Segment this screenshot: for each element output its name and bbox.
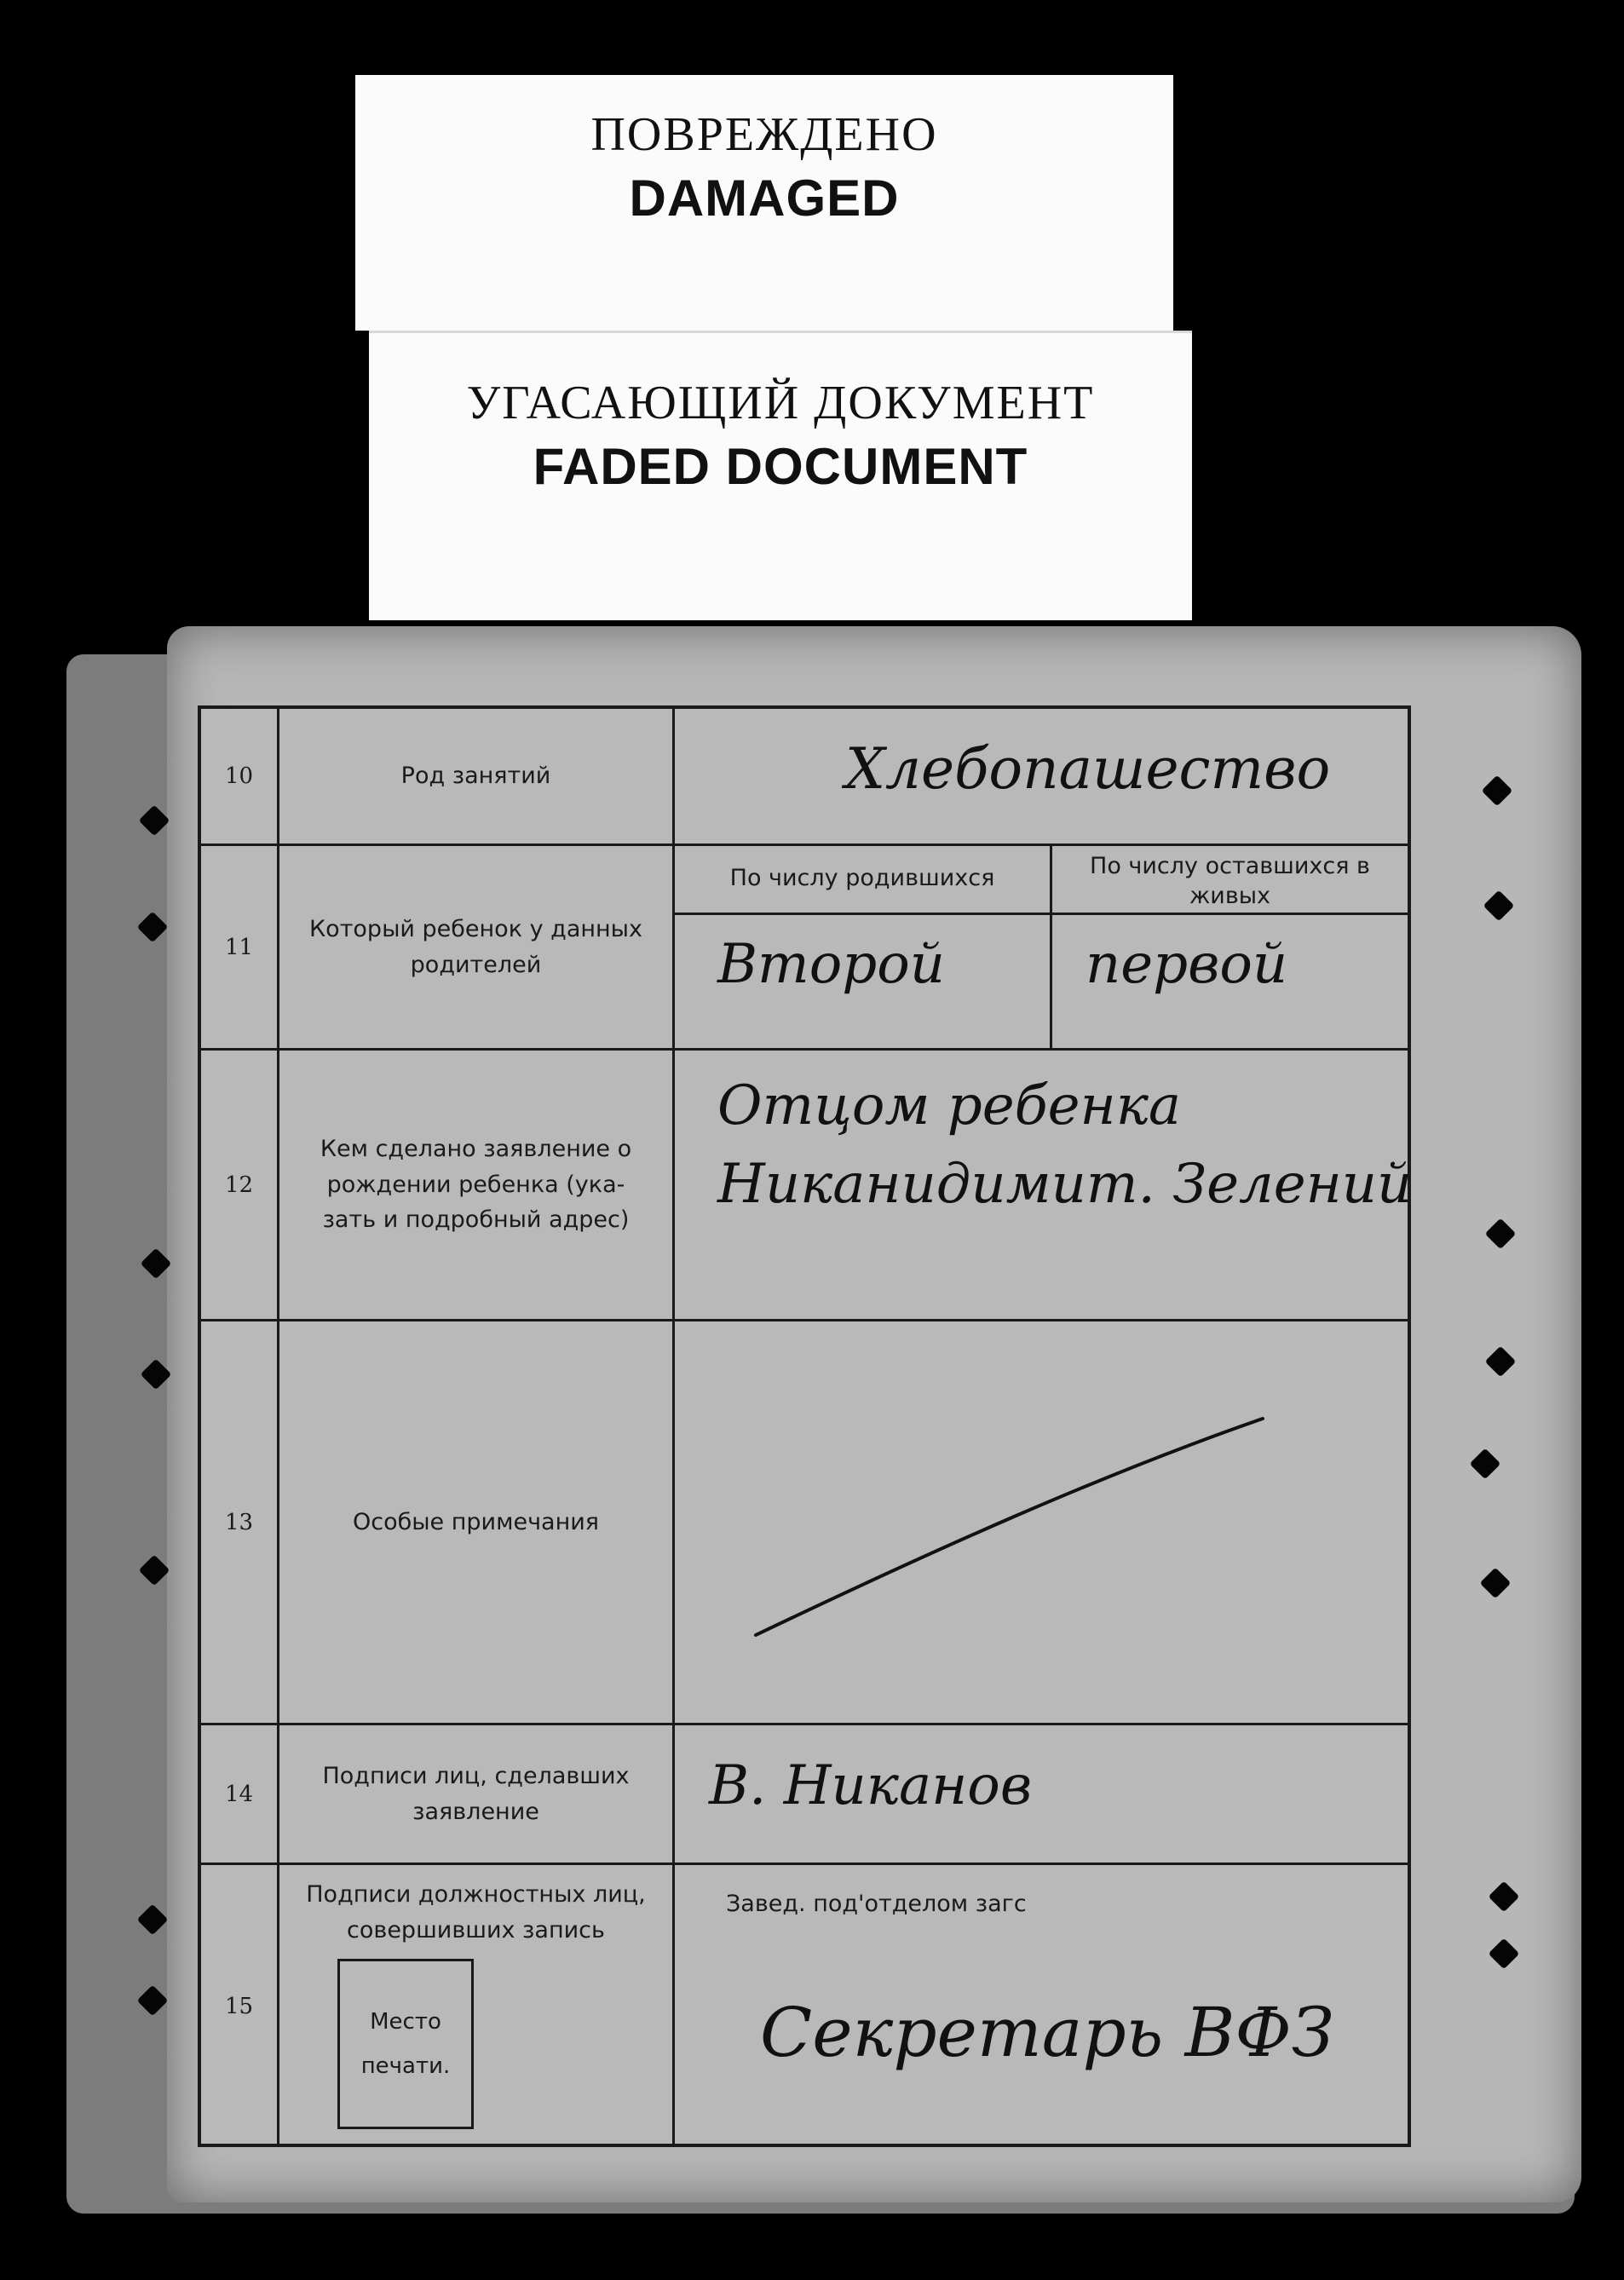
row-number: 15 xyxy=(201,1865,279,2147)
faded-label-ru: УГАСАЮЩИЙ ДОКУМЕНТ xyxy=(466,377,1095,429)
handwritten-child-order-born: Второй xyxy=(717,933,945,996)
row-value-cell xyxy=(675,1321,1408,1723)
row-number: 10 xyxy=(201,709,279,843)
row-label: Который ребенок у данных родителей xyxy=(279,846,675,1048)
row-label: Подписи лиц, сделавших заявление xyxy=(279,1725,675,1863)
binding-hole xyxy=(1485,1218,1517,1250)
official-caption: Завед. под'отделом загс xyxy=(726,1891,1027,1917)
binding-hole xyxy=(1482,775,1513,807)
binding-hole xyxy=(1485,1346,1517,1378)
form-row-occupation xyxy=(201,709,1408,843)
faded-document-label-card xyxy=(369,331,1192,620)
form-row-declarant xyxy=(201,1048,1413,1319)
handwritten-declarant-line1: Отцом ребенка xyxy=(717,1074,1182,1137)
row-number: 14 xyxy=(201,1725,279,1863)
handwritten-declarant-signature: В. Никанов xyxy=(709,1754,1033,1817)
notes-strike-line xyxy=(675,1321,1414,1725)
row-value-cell xyxy=(675,1865,1408,2147)
row-value-cell xyxy=(675,709,1408,843)
row-label: Род занятий xyxy=(279,709,675,843)
row-value-cell xyxy=(675,1725,1408,1863)
handwritten-declarant-line2: Никанидимит. Зелений xyxy=(717,1153,1413,1216)
binding-hole xyxy=(1489,1881,1520,1913)
binding-hole xyxy=(1480,1568,1512,1599)
row-number: 12 xyxy=(201,1051,279,1319)
handwritten-secretary-signature: Секретарь ВФЗ xyxy=(760,1993,1334,2072)
stamp-placeholder-box: Место печати. xyxy=(337,1959,474,2129)
binding-hole xyxy=(1489,1938,1520,1970)
subheader-divider xyxy=(675,913,1408,915)
birth-record-form xyxy=(198,705,1411,2147)
row-value-cell xyxy=(675,1051,1413,1319)
damaged-label-en: DAMAGED xyxy=(629,170,900,227)
handwritten-occupation: Хлебопашество xyxy=(845,736,1331,802)
form-row-declarant-signature xyxy=(201,1723,1408,1863)
faded-label-en: FADED DOCUMENT xyxy=(533,438,1028,495)
row-value-cell xyxy=(675,846,1408,1048)
row-number: 11 xyxy=(201,846,279,1048)
row-number: 13 xyxy=(201,1321,279,1723)
damaged-label-card xyxy=(355,75,1173,331)
binding-hole xyxy=(1470,1448,1501,1480)
damaged-label-ru: ПОВРЕЖДЕНО xyxy=(590,108,938,161)
row-label: Подписи должностных лиц, совершивших запись xyxy=(279,1865,675,2147)
form-row-child-order xyxy=(201,843,1408,1048)
binding-hole xyxy=(1483,890,1515,922)
column-header-born: По числу родившихся xyxy=(729,865,995,891)
form-row-official-signatures xyxy=(201,1863,1408,2147)
column-header-living: По числу оставшихся в живых xyxy=(1090,853,1370,910)
row-label: Особые примечания xyxy=(279,1321,675,1723)
row-label: Кем сделано заявление о рождении ребенка (ука- зать и подробный адрес) xyxy=(279,1051,675,1319)
handwritten-child-order-living: первой xyxy=(1086,933,1288,996)
form-row-special-notes xyxy=(201,1319,1408,1723)
